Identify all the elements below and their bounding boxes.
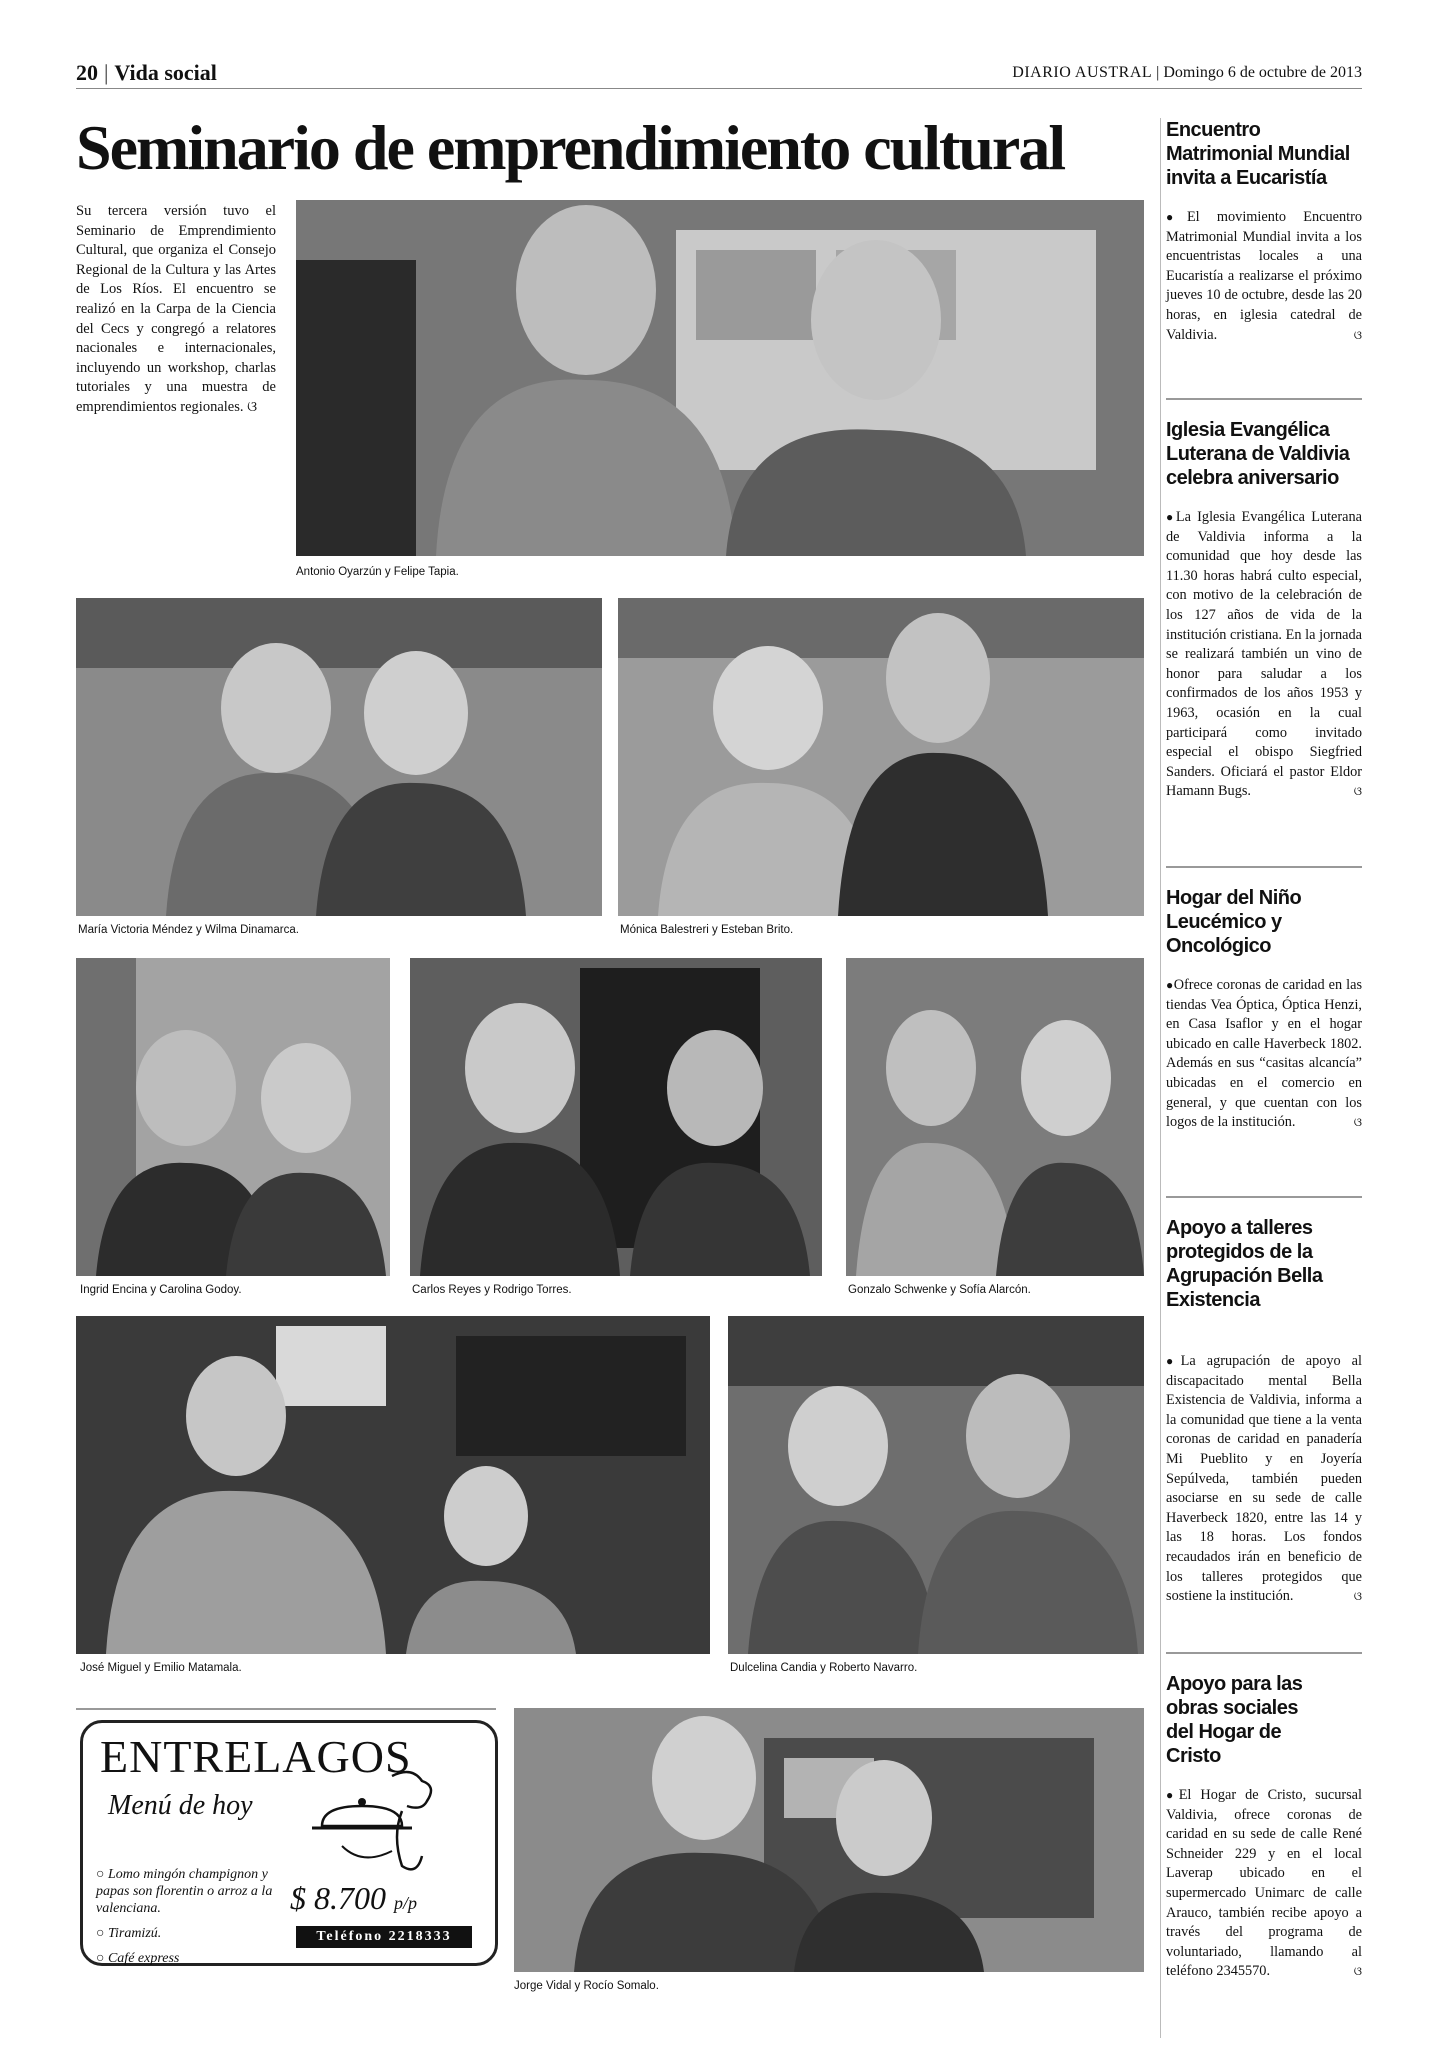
photo-3-image <box>618 598 1144 916</box>
photo-2-caption: María Victoria Méndez y Wilma Dinamarca. <box>78 924 299 936</box>
end-mark-icon: ଓ <box>1353 1589 1362 1604</box>
sidebar-item-body: ●La agrupación de apoyo al discapacitado mental Bella Existencia de Valdivia, informa a la comunidad que tiene a la venta coronas de caridad en panadería Mi Pueblito y en Joyería Sepúlveda, también pueden asociarse en su sede de calle Haverbeck 1820, entre las 14 y las 18 horas. Los fondos recaudados irán en beneficio de los talleres protegidos que sostiene la institución. ଓ <box>1166 1352 1362 1607</box>
sidebar-item-eucaristia <box>1166 118 1362 345</box>
page-header-right: DIARIO AUSTRAL | Domingo 6 de octubre de 2013 <box>1012 64 1362 81</box>
sidebar-item-text: El Hogar de Cristo, sucursal Valdivia, ofrece coronas de caridad en su sede de calle René Schneider 229 y en el local Laverap ubicado en el supermercado Unimarc de calle Arauco, también recibe apoyo a través del programa de voluntariado, llamando al teléfono 2345570. <box>1166 1787 1363 1980</box>
photo-1 <box>296 200 1144 556</box>
ad-menu-item: ○ Lomo mingón champignon y papas son florentin o arroz a la valenciana. <box>96 1867 273 1916</box>
sidebar-item-title: Iglesia Evangélica Luterana de Valdivia celebra aniversario <box>1166 419 1350 489</box>
ad-menu-item-text: Lomo mingón champignon y papas son florentin o arroz a la valenciana. <box>96 1867 273 1916</box>
photo-6-caption: Gonzalo Schwenke y Sofía Alarcón. <box>848 1284 1031 1296</box>
photo-8 <box>728 1316 1144 1654</box>
photo-1-image <box>296 200 1144 556</box>
sidebar-item-hogar-nino <box>1166 886 1362 1133</box>
photo-2 <box>76 598 602 916</box>
sidebar-separator <box>1166 866 1362 868</box>
photo-8-caption: Dulcelina Candia y Roberto Navarro. <box>730 1662 918 1674</box>
chef-illustration <box>282 1766 442 1886</box>
sidebar-item-title: Apoyo a talleres protegidos de la Agrupación Bella Existencia <box>1166 1217 1323 1311</box>
sidebar-item-title: Encuentro Matrimonial Mundial invita a Eucaristía <box>1166 119 1350 189</box>
photo-4 <box>76 958 390 1276</box>
header-rule <box>76 88 1362 89</box>
article-intro <box>76 202 276 418</box>
sidebar-separator <box>1166 398 1362 400</box>
photo-5 <box>410 958 822 1276</box>
photo-2-image <box>76 598 602 916</box>
ad-menu-item: ○ Tiramizú. <box>96 1926 162 1941</box>
ad-menu-item: ○ Café express <box>96 1951 180 1966</box>
ad-price-unit: p/p <box>394 1893 418 1913</box>
sidebar-item-text: La agrupación de apoyo al discapacitado mental Bella Existencia de Valdivia, informa a la comunidad que tiene a la venta coronas de caridad en panadería Mi Pueblito y en Joyería Sepúlveda, también pueden asociarse en su sede de calle Haverbeck 1820, entre las 14 y las 18 horas. Los fondos recaudados irán en beneficio de los talleres protegidos que sostiene la institución. <box>1166 1353 1362 1605</box>
page-number: 20 <box>76 60 98 85</box>
end-mark-icon: ଓ <box>1353 327 1362 342</box>
section-name: Vida social <box>114 60 217 85</box>
sidebar-item-title: Apoyo para las obras sociales del Hogar de Cristo <box>1166 1673 1303 1767</box>
page-header-left: 20 | Vida social <box>76 60 217 85</box>
sidebar-item-title: Hogar del Niño Leucémico y Oncológico <box>1166 887 1302 957</box>
publication-date: Domingo 6 de octubre de 2013 <box>1163 64 1362 81</box>
sidebar-item-hogar-cristo <box>1166 1672 1362 1982</box>
ad-top-rule <box>76 1708 496 1710</box>
end-mark-icon: ଓ <box>1353 784 1362 799</box>
ad-phone: Teléfono 2218333 <box>296 1926 472 1948</box>
ad-price <box>290 1880 417 1917</box>
ad-menu-item-text: Tiramizú. <box>107 1926 162 1941</box>
photo-7 <box>76 1316 710 1654</box>
photo-9 <box>514 1708 1144 1972</box>
photo-7-caption: José Miguel y Emilio Matamala. <box>80 1662 242 1674</box>
ad-price-value: $ 8.700 <box>290 1880 386 1916</box>
photo-6 <box>846 958 1144 1276</box>
photo-9-caption: Jorge Vidal y Rocío Somalo. <box>514 1980 659 1992</box>
photo-4-caption: Ingrid Encina y Carolina Godoy. <box>80 1284 242 1296</box>
photo-9-image <box>514 1708 1144 1972</box>
sidebar-separator <box>1166 1652 1362 1654</box>
end-mark-icon: ଓ <box>247 398 258 415</box>
chef-icon <box>282 1766 442 1886</box>
photo-1-caption: Antonio Oyarzún y Felipe Tapia. <box>296 566 459 578</box>
sidebar-item-body: ●Ofrece coronas de caridad en las tiendas Vea Óptica, Óptica Henzi, en Casa Isaflor y en el hogar ubicado en calle Haverbeck 1802. Además en sus “casitas alcancía” ubicadas en el comercio en general, y que cuentan con los logos de la institución. ଓ <box>1166 976 1362 1133</box>
ad-menu-list <box>96 1866 286 1967</box>
sidebar-item-bella-existencia <box>1166 1216 1362 1607</box>
photo-7-image <box>76 1316 710 1654</box>
ad-subtitle: Menú de hoy <box>108 1790 253 1821</box>
sidebar-separator <box>1166 1196 1362 1198</box>
photo-3-caption: Mónica Balestreri y Esteban Brito. <box>620 924 794 936</box>
sidebar-item-body: ●El movimiento Encuentro Matrimonial Mundial invita a los encuentristas locales a una Eucaristía a realizarse el próximo jueves 10 de octubre, desde las 20 horas, en iglesia catedral de Valdivia. ଓ <box>1166 208 1362 345</box>
end-mark-icon: ଓ <box>1353 1964 1362 1979</box>
sidebar-divider <box>1160 118 1161 2038</box>
sidebar-item-body: ●El Hogar de Cristo, sucursal Valdivia, ofrece coronas de caridad en su sede de calle René Schneider 229 y en el local Laverap ubicado en el supermercado Unimarc de calle Arauco, también recibe apoyo a través del programa de voluntariado, llamando al teléfono 2345570. ଓ <box>1166 1786 1362 1982</box>
sidebar-item-iglesia <box>1166 418 1362 802</box>
ad-brand: ENTRELAGOS <box>100 1731 412 1782</box>
sidebar-item-text: La Iglesia Evangélica Luterana de Valdivia informa a la comunidad que hoy desde las 11.30 horas habrá culto especial, con motivo de la celebración de los 127 años de vida de la institución cristiana. En la jornada se realizará también un vino de honor para saludar a los confirmados de los años 1953 y 1963, ocasión en la cual participará como invitado especial el obispo Siegfried Sanders. Oficiará el pastor Eldor Hamann Bugs. <box>1166 509 1363 800</box>
sidebar-item-text: El movimiento Encuentro Matrimonial Mundial invita a los encuentristas locales a una Eucaristía a realizarse el próximo jueves 10 de octubre, desde las 20 horas, en iglesia catedral de Valdivia. <box>1166 209 1363 343</box>
sidebar-item-text: Ofrece coronas de caridad en las tiendas Vea Óptica, Óptica Henzi, en Casa Isaflor y en el hogar ubicado en calle Haverbeck 1802. Además en sus “casitas alcancía” ubicadas en el comercio en general, y que cuentan con los logos de la institución. <box>1166 977 1363 1131</box>
photo-8-image <box>728 1316 1144 1654</box>
photo-3 <box>618 598 1144 916</box>
ad-menu-item-text: Café express <box>107 1951 180 1966</box>
publication-name: DIARIO AUSTRAL <box>1012 64 1153 81</box>
photo-5-image <box>410 958 822 1276</box>
article-intro-text: Su tercera versión tuvo el Seminario de Emprendimiento Cultural, que organiza el Consejo Regional de la Cultura y las Artes de Los Ríos. El encuentro se realizó en la Carpa de la Ciencia del Cecs y congregó a relatores nacionales e internacionales, incluyendo un workshop, charlas tutoriales y una muestra de emprendimientos regionales. <box>76 203 276 415</box>
photo-5-caption: Carlos Reyes y Rodrigo Torres. <box>412 1284 572 1296</box>
article-headline: Seminario de emprendimiento cultural <box>76 112 1065 183</box>
end-mark-icon: ଓ <box>1353 1115 1362 1130</box>
photo-6-image <box>846 958 1144 1276</box>
photo-4-image <box>76 958 390 1276</box>
sidebar-item-body: ●La Iglesia Evangélica Luterana de Valdivia informa a la comunidad que hoy desde las 11.30 horas habrá culto especial, con motivo de la celebración de los 127 años de vida de la institución cristiana. En la jornada se realizará también un vino de honor para saludar a los confirmados de los años 1953 y 1963, ocasión en la cual participará como invitado especial el obispo Siegfried Sanders. Oficiará el pastor Eldor Hamann Bugs. ଓ <box>1166 508 1362 802</box>
